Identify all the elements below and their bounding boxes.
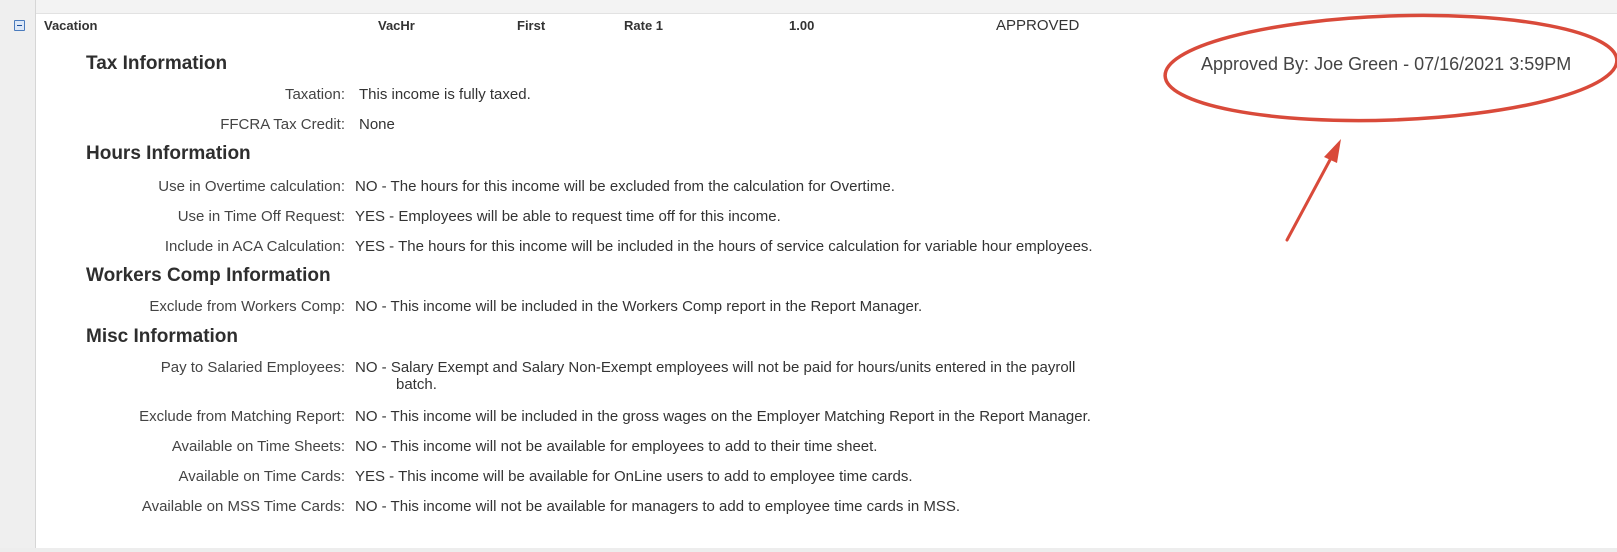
section-title-misc: Misc Information: [86, 326, 239, 347]
bottom-strip: [0, 548, 1617, 552]
field-label-time-cards: Available on Time Cards:: [178, 468, 345, 485]
field-label-ffcra: FFCRA Tax Credit:: [220, 116, 345, 133]
field-value-salaried-line2: batch.: [396, 376, 437, 393]
field-label-matching: Exclude from Matching Report:: [139, 408, 345, 425]
field-value-taxation: This income is fully taxed.: [359, 86, 531, 103]
field-label-mss-time-cards: Available on MSS Time Cards:: [141, 498, 345, 515]
field-value-ffcra: None: [359, 116, 395, 133]
field-value-salaried-line1: NO - Salary Exempt and Salary Non-Exempt employees will not be paid for hours/units entered in the payroll: [355, 359, 1076, 376]
field-value-salaried: [355, 359, 1145, 393]
section-title-tax: Tax Information: [86, 53, 228, 74]
field-value-matching: NO - This income will be included in the gross wages on the Employer Matching Report in the Report Manager.: [355, 408, 1091, 425]
field-value-time-off: YES - Employees will be able to request time off for this income.: [355, 208, 781, 225]
section-title-workers-comp: Workers Comp Information: [86, 265, 331, 286]
approved-by-text: Approved By: Joe Green - 07/16/2021 3:59PM: [1201, 54, 1572, 74]
section-title-hours: Hours Information: [86, 143, 251, 164]
field-value-workers-comp: NO - This income will be included in the Workers Comp report in the Report Manager.: [355, 298, 923, 315]
field-label-aca: Include in ACA Calculation:: [164, 238, 345, 255]
field-label-workers-comp: Exclude from Workers Comp:: [149, 298, 345, 315]
income-name: Vacation: [44, 18, 98, 33]
top-strip: [0, 0, 1617, 14]
income-factor: 1.00: [789, 18, 815, 33]
income-sequence: First: [517, 18, 546, 33]
field-value-overtime: NO - The hours for this income will be excluded from the calculation for Overtime.: [355, 178, 895, 195]
income-code: VacHr: [378, 18, 415, 33]
field-label-salaried: Pay to Salaried Employees:: [160, 359, 345, 376]
field-label-time-off: Use in Time Off Request:: [177, 208, 345, 225]
field-label-time-sheets: Available on Time Sheets:: [171, 438, 345, 455]
field-label-overtime: Use in Overtime calculation:: [158, 178, 345, 195]
field-label-taxation: Taxation:: [284, 86, 345, 103]
field-value-time-sheets: NO - This income will not be available for employees to add to their time sheet.: [355, 438, 878, 455]
status-badge: APPROVED: [996, 17, 1080, 34]
collapse-toggle-icon[interactable]: [14, 20, 25, 31]
income-rate: Rate 1: [624, 18, 664, 33]
field-value-time-cards: YES - This income will be available for OnLine users to add to employee time cards.: [355, 468, 913, 485]
field-value-aca: YES - The hours for this income will be included in the hours of service calculation for variable hour employees.: [355, 238, 1093, 255]
field-value-mss-time-cards: NO - This income will not be available for managers to add to employee time cards in MSS.: [355, 498, 960, 515]
left-rail: [0, 0, 36, 552]
